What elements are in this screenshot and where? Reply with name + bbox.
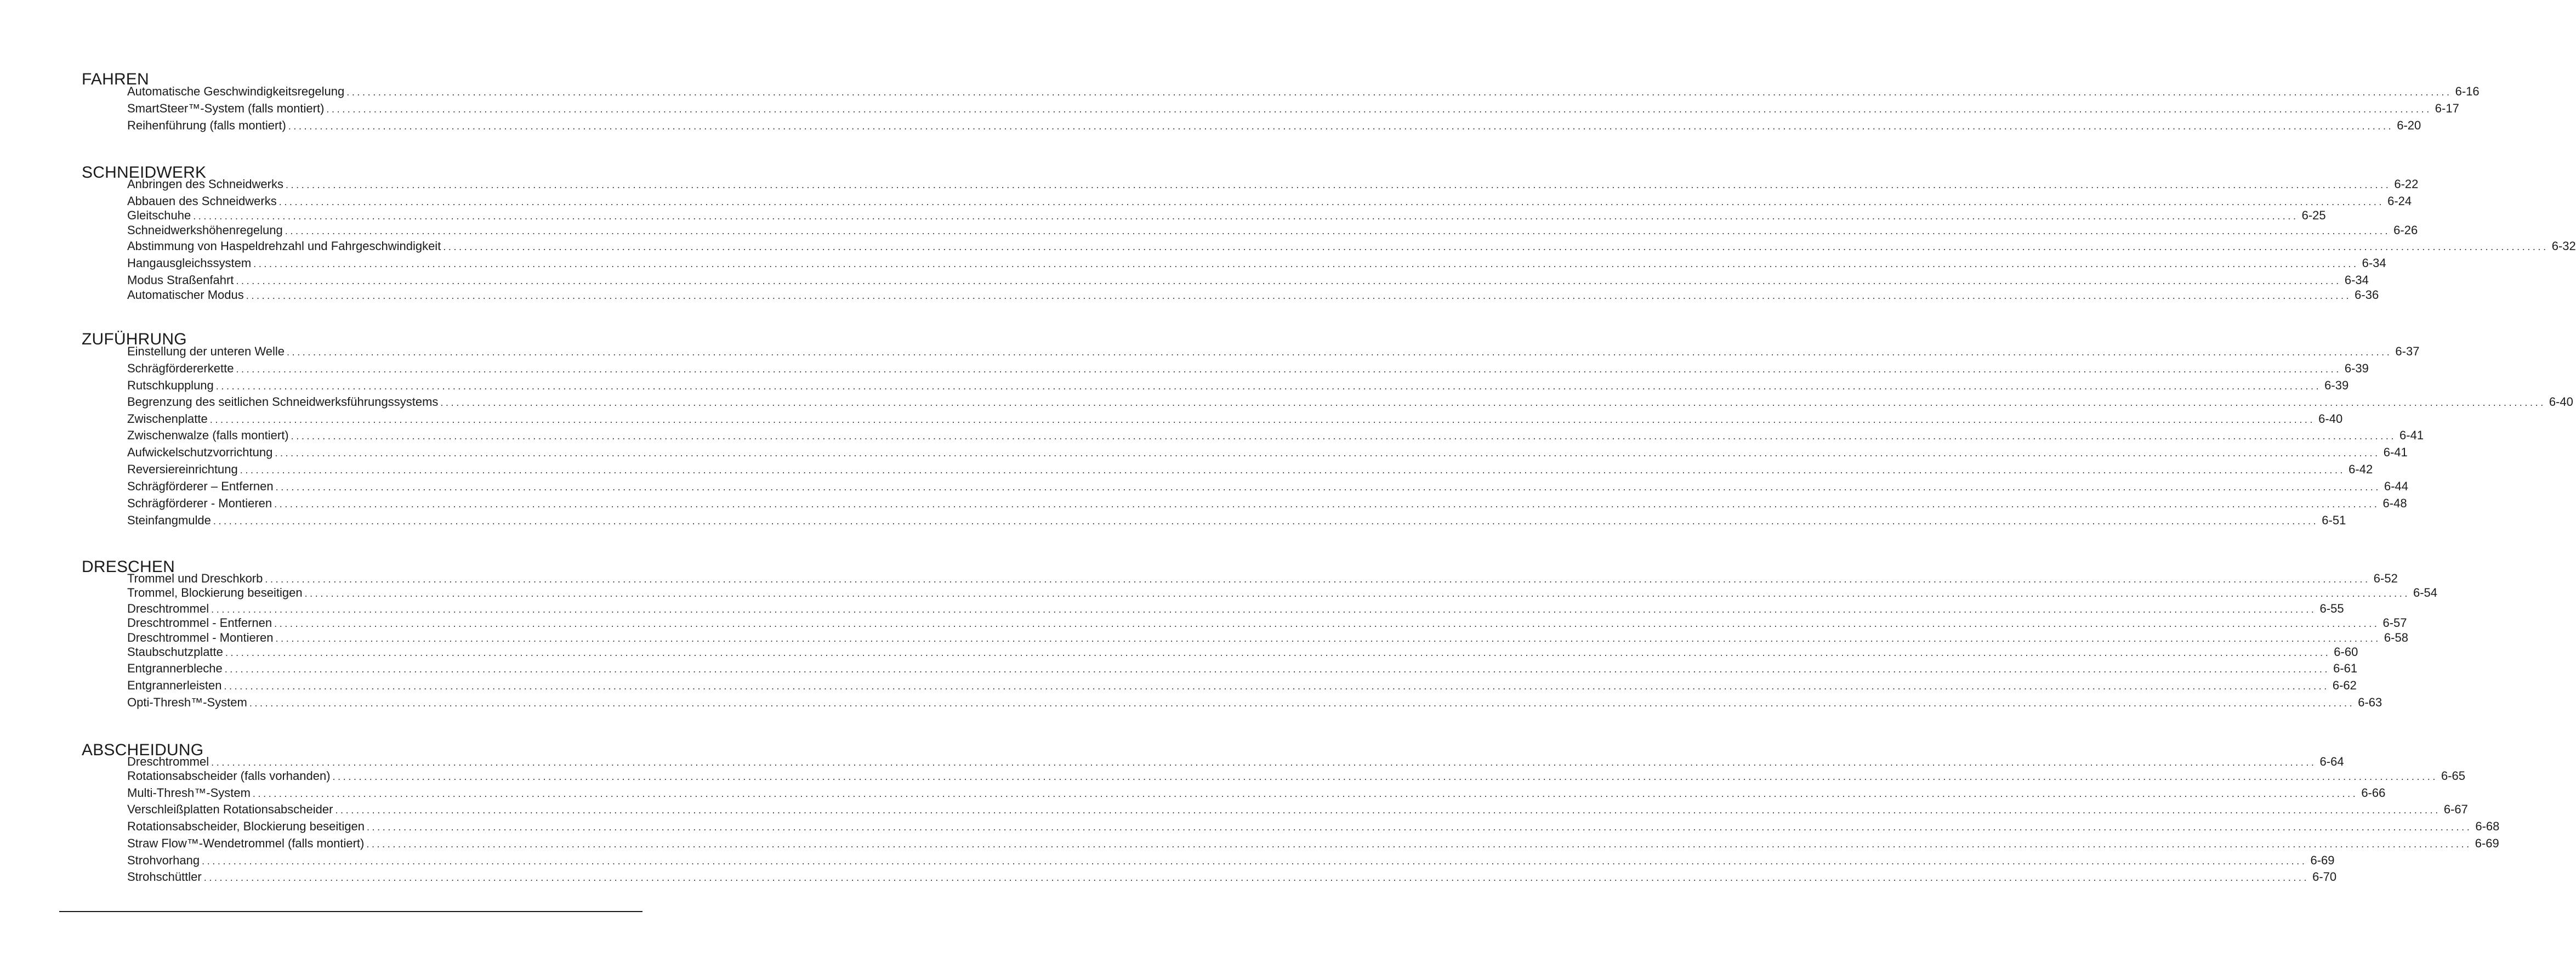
- toc-entry-title: Zwischenwalze (falls montiert): [127, 428, 289, 442]
- toc-entry-title: Zwischenplatte: [127, 412, 208, 426]
- toc-entry-page: 6-58: [2384, 631, 2408, 644]
- toc-entry-title: Reversiereinrichtung: [127, 462, 238, 476]
- toc-entry-page: 6-36: [2355, 288, 2379, 302]
- dot-leader: ................................................................................................................................................................................................................................................................................................................................................................................................................: [332, 771, 2438, 782]
- toc-entry-page: 6-37: [2395, 344, 2420, 358]
- dot-leader: ................................................................................................................................................................................................................................................................................................................................................................................................................: [211, 604, 2317, 615]
- section-heading: FAHREN: [82, 70, 149, 88]
- toc-entry-title: Rutschkupplung: [127, 378, 214, 392]
- dot-leader: ................................................................................................................................................................................................................................................................................................................................................................................................................: [224, 664, 2330, 675]
- toc-entry-page: 6-54: [2413, 586, 2437, 599]
- dot-leader: ................................................................................................................................................................................................................................................................................................................................................................................................................: [366, 822, 2472, 833]
- toc-entry[interactable]: [127, 361, 2369, 376]
- toc-entry-page: 6-65: [2441, 769, 2465, 783]
- toc-entry-page: 6-68: [2475, 819, 2500, 833]
- toc-entry[interactable]: [127, 853, 2335, 868]
- toc-entry-title: Automatische Geschwindigkeitsregelung: [127, 84, 345, 98]
- toc-entry-title: Straw Flow™-Wendetrommel (falls montiert): [127, 836, 365, 850]
- toc-entry-title: Rotationsabscheider (falls vorhanden): [127, 769, 331, 783]
- toc-entry[interactable]: [127, 661, 2358, 676]
- toc-entry-page: 6-51: [2322, 513, 2346, 527]
- dot-leader: ................................................................................................................................................................................................................................................................................................................................................................................................................: [288, 121, 2394, 132]
- dot-leader: ................................................................................................................................................................................................................................................................................................................................................................................................................: [285, 179, 2391, 190]
- dot-leader: ................................................................................................................................................................................................................................................................................................................................................................................................................: [366, 839, 2472, 850]
- dot-leader: ................................................................................................................................................................................................................................................................................................................................................................................................................: [443, 241, 2549, 252]
- toc-entry-title: Schrägförderer - Montieren: [127, 496, 272, 510]
- dot-leader: ................................................................................................................................................................................................................................................................................................................................................................................................................: [240, 465, 2346, 476]
- toc-entry[interactable]: [127, 378, 2349, 393]
- toc-entry-page: 6-25: [2301, 208, 2326, 222]
- toc-entry-page: 6-69: [2310, 853, 2335, 867]
- dot-leader: ................................................................................................................................................................................................................................................................................................................................................................................................................: [287, 347, 2392, 358]
- toc-entry-page: 6-64: [2319, 755, 2344, 768]
- toc-entry-page: 6-39: [2344, 361, 2369, 375]
- toc-entry[interactable]: [127, 644, 2358, 660]
- toc-entry-title: Automatischer Modus: [127, 288, 244, 302]
- toc-entry-page: 6-55: [2319, 602, 2344, 615]
- toc-entry-page: 6-16: [2455, 84, 2480, 98]
- toc-entry[interactable]: [127, 428, 2424, 443]
- toc-entry-title: Verschleißplatten Rotationsabscheider: [127, 802, 333, 816]
- dot-leader: ................................................................................................................................................................................................................................................................................................................................................................................................................: [274, 618, 2380, 629]
- toc-entry-page: 6-32: [2551, 239, 2576, 253]
- toc-entry[interactable]: [127, 411, 2343, 427]
- section-heading: DRESCHEN: [82, 558, 175, 576]
- dot-leader: ................................................................................................................................................................................................................................................................................................................................................................................................................: [304, 588, 2410, 599]
- toc-entry-title: Hangausgleichssystem: [127, 256, 252, 270]
- toc-entry[interactable]: [127, 678, 2357, 693]
- dot-leader: ................................................................................................................................................................................................................................................................................................................................................................................................................: [246, 290, 2352, 301]
- toc-entry[interactable]: [127, 194, 2412, 209]
- toc-entry[interactable]: [127, 256, 2386, 271]
- toc-entry[interactable]: [127, 695, 2382, 710]
- toc-entry-title: Trommel und Dreschkorb: [127, 571, 263, 585]
- toc-entry-page: 6-62: [2332, 678, 2357, 692]
- toc-entry[interactable]: [127, 287, 2379, 303]
- toc-entry-title: Abbauen des Schneidwerks: [127, 194, 277, 208]
- toc-entry-page: 6-41: [2399, 428, 2424, 442]
- toc-entry[interactable]: [127, 239, 2576, 254]
- toc-entry-page: 6-40: [2549, 395, 2573, 409]
- toc-entry-title: Schneidwerkshöhenregelung: [127, 223, 283, 237]
- toc-entry[interactable]: [127, 819, 2500, 834]
- toc-entry[interactable]: [127, 208, 2326, 223]
- toc-entry[interactable]: [127, 496, 2407, 511]
- dot-leader: ................................................................................................................................................................................................................................................................................................................................................................................................................: [291, 431, 2397, 442]
- dot-leader: ................................................................................................................................................................................................................................................................................................................................................................................................................: [236, 364, 2341, 375]
- dot-leader: ................................................................................................................................................................................................................................................................................................................................................................................................................: [209, 414, 2316, 425]
- toc-entry[interactable]: [127, 585, 2437, 601]
- toc-entry-title: Einstellung der unteren Welle: [127, 344, 285, 358]
- toc-entry-title: Strohschüttler: [127, 870, 202, 884]
- toc-entry-page: 6-57: [2382, 616, 2407, 630]
- toc-entry[interactable]: [127, 869, 2337, 885]
- dot-leader: ................................................................................................................................................................................................................................................................................................................................................................................................................: [335, 805, 2441, 816]
- toc-entry-title: Anbringen des Schneidwerks: [127, 177, 283, 191]
- dot-leader: ................................................................................................................................................................................................................................................................................................................................................................................................................: [249, 698, 2355, 709]
- toc-entry-page: 6-22: [2394, 177, 2419, 191]
- toc-entry[interactable]: [127, 394, 2573, 410]
- toc-entry-page: 6-70: [2312, 870, 2337, 884]
- dot-leader: ................................................................................................................................................................................................................................................................................................................................................................................................................: [225, 647, 2331, 658]
- toc-entry[interactable]: [127, 615, 2407, 631]
- toc-entry-page: 6-40: [2318, 412, 2343, 426]
- toc-entry-page: 6-39: [2324, 378, 2349, 392]
- toc-entry[interactable]: [127, 118, 2421, 133]
- toc-entry-title: Dreschtrommel - Entfernen: [127, 616, 272, 630]
- toc-entry-title: Strohvorhang: [127, 853, 200, 867]
- toc-entry-page: 6-17: [2435, 101, 2459, 115]
- toc-entry[interactable]: [127, 479, 2409, 494]
- toc-entry-title: Trommel, Blockierung beseitigen: [127, 586, 303, 599]
- toc-entry-title: Abstimmung von Haspeldrehzahl und Fahrgeschwindigkeit: [127, 239, 441, 253]
- toc-entry[interactable]: [127, 223, 2418, 238]
- dot-leader: ................................................................................................................................................................................................................................................................................................................................................................................................................: [274, 499, 2380, 510]
- dot-leader: ................................................................................................................................................................................................................................................................................................................................................................................................................: [193, 211, 2299, 222]
- dot-leader: ................................................................................................................................................................................................................................................................................................................................................................................................................: [252, 788, 2358, 799]
- toc-entry-title: Multi-Thresh™-System: [127, 786, 251, 800]
- section-heading: SCHNEIDWERK: [82, 163, 207, 182]
- dot-leader: ................................................................................................................................................................................................................................................................................................................................................................................................................: [440, 397, 2546, 408]
- toc-entry-title: SmartSteer™-System (falls montiert): [127, 101, 325, 115]
- toc-entry-title: Dreschtrommel: [127, 755, 209, 768]
- toc-entry[interactable]: [127, 571, 2398, 586]
- section-heading: ABSCHEIDUNG: [82, 741, 204, 759]
- toc-entry[interactable]: [127, 445, 2408, 460]
- toc-entry-page: 6-63: [2358, 695, 2382, 709]
- dot-leader: ................................................................................................................................................................................................................................................................................................................................................................................................................: [203, 872, 2310, 883]
- dot-leader: ................................................................................................................................................................................................................................................................................................................................................................................................................: [253, 258, 2359, 269]
- dot-leader: ................................................................................................................................................................................................................................................................................................................................................................................................................: [224, 681, 2329, 692]
- toc-entry[interactable]: [127, 84, 2480, 99]
- toc-entry[interactable]: [127, 513, 2346, 528]
- toc-entry-page: 6-61: [2333, 661, 2358, 675]
- toc-entry-page: 6-20: [2397, 118, 2421, 132]
- dot-leader: ................................................................................................................................................................................................................................................................................................................................................................................................................: [326, 104, 2432, 115]
- toc-entry[interactable]: [127, 768, 2465, 784]
- dot-leader: ................................................................................................................................................................................................................................................................................................................................................................................................................: [202, 856, 2307, 867]
- toc-entry[interactable]: [127, 601, 2344, 616]
- dot-leader: ................................................................................................................................................................................................................................................................................................................................................................................................................: [278, 196, 2385, 207]
- toc-entry-title: Dreschtrommel: [127, 602, 209, 615]
- toc-entry[interactable]: [127, 802, 2468, 817]
- toc-entry-page: 6-52: [2373, 571, 2398, 585]
- toc-entry-title: Rotationsabscheider, Blockierung beseitigen: [127, 819, 365, 833]
- dot-leader: ................................................................................................................................................................................................................................................................................................................................................................................................................: [213, 516, 2319, 527]
- toc-entry-title: Entgrannerleisten: [127, 678, 222, 692]
- toc-entry-title: Entgrannerbleche: [127, 661, 223, 675]
- dot-leader: ................................................................................................................................................................................................................................................................................................................................................................................................................: [285, 225, 2391, 236]
- toc-entry-title: Gleitschuhe: [127, 208, 191, 222]
- toc-entry-page: 6-60: [2334, 645, 2358, 659]
- footer-rule: [59, 911, 642, 912]
- toc-entry[interactable]: [127, 177, 2419, 192]
- toc-entry[interactable]: [127, 462, 2373, 477]
- toc-entry-title: Modus Straßenfahrt: [127, 273, 234, 287]
- dot-leader: ................................................................................................................................................................................................................................................................................................................................................................................................................: [346, 87, 2452, 98]
- toc-entry-page: 6-34: [2362, 256, 2386, 270]
- dot-leader: ................................................................................................................................................................................................................................................................................................................................................................................................................: [215, 381, 2322, 392]
- toc-entry-page: 6-34: [2344, 273, 2369, 287]
- toc-entry-page: 6-44: [2384, 479, 2409, 493]
- dot-leader: ................................................................................................................................................................................................................................................................................................................................................................................................................: [275, 448, 2380, 459]
- toc-entry-page: 6-26: [2393, 223, 2418, 237]
- toc-entry[interactable]: [127, 273, 2369, 288]
- toc-entry[interactable]: [127, 754, 2344, 769]
- toc-entry-page: 6-41: [2383, 445, 2408, 459]
- dot-leader: ................................................................................................................................................................................................................................................................................................................................................................................................................: [236, 275, 2341, 286]
- toc-entry-title: Dreschtrommel - Montieren: [127, 631, 274, 644]
- dot-leader: ................................................................................................................................................................................................................................................................................................................................................................................................................: [275, 482, 2381, 493]
- section-heading: ZUFÜHRUNG: [82, 330, 187, 348]
- toc-entry[interactable]: [127, 836, 2499, 851]
- toc-entry-page: 6-67: [2443, 802, 2468, 816]
- toc-entry[interactable]: [127, 785, 2386, 801]
- dot-leader: ................................................................................................................................................................................................................................................................................................................................................................................................................: [265, 574, 2370, 585]
- toc-entry-page: 6-66: [2361, 786, 2386, 800]
- toc-entry-title: Schrägfördererkette: [127, 361, 234, 375]
- toc-entry-page: 6-69: [2475, 836, 2499, 850]
- dot-leader: ................................................................................................................................................................................................................................................................................................................................................................................................................: [211, 757, 2317, 768]
- toc-entry-page: 6-48: [2382, 496, 2407, 510]
- toc-entry-title: Schrägförderer – Entfernen: [127, 479, 274, 493]
- toc-entry-title: Staubschutzplatte: [127, 645, 223, 659]
- toc-entry-page: 6-24: [2387, 194, 2412, 208]
- toc-entry-title: Opti-Thresh™-System: [127, 695, 247, 709]
- toc-entry[interactable]: [127, 344, 2420, 359]
- toc-entry-title: Steinfangmulde: [127, 513, 211, 527]
- toc-entry-title: Reihenführung (falls montiert): [127, 118, 286, 132]
- toc-entry-page: 6-42: [2348, 462, 2373, 476]
- toc-entry-title: Begrenzung des seitlichen Schneidwerksführungssystems: [127, 395, 439, 409]
- dot-leader: ................................................................................................................................................................................................................................................................................................................................................................................................................: [275, 633, 2381, 644]
- toc-entry[interactable]: [127, 101, 2459, 116]
- toc-entry[interactable]: [127, 630, 2408, 646]
- toc-entry-title: Aufwickelschutzvorrichtung: [127, 445, 273, 459]
